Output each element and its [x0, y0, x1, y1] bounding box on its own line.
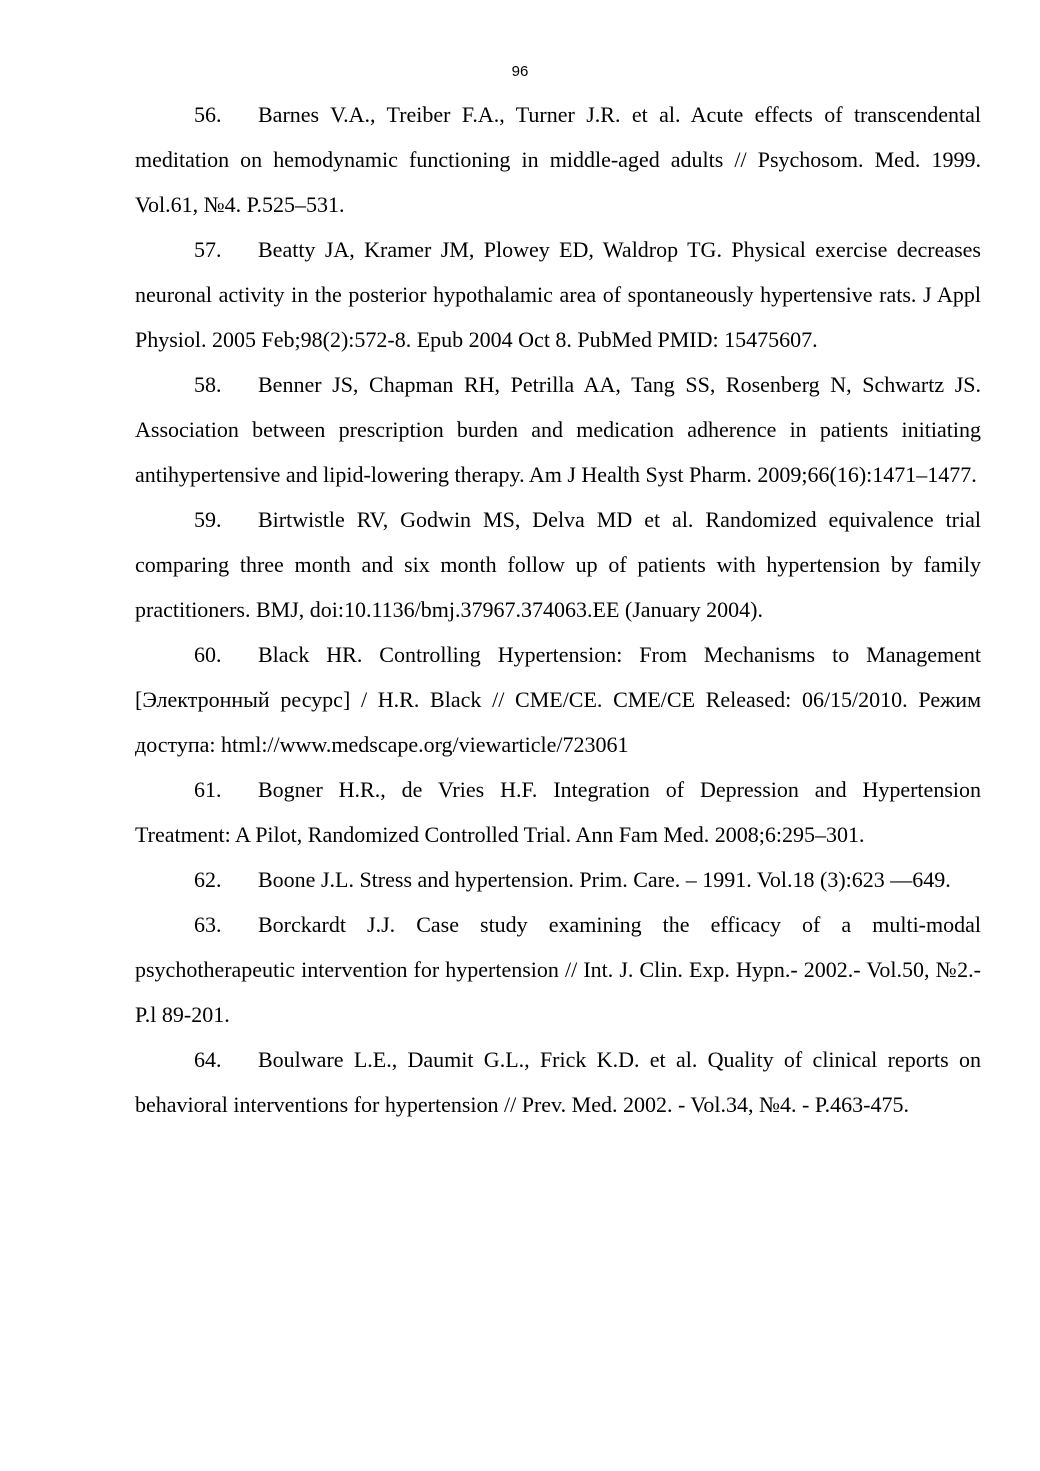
reference-number: 58.: [194, 372, 222, 397]
reference-item: [135, 1037, 981, 1127]
reference-item: [135, 857, 981, 902]
reference-item: [135, 92, 981, 227]
reference-item: [135, 227, 981, 362]
reference-item: [135, 902, 981, 1037]
reference-number: 61.: [194, 777, 222, 802]
reference-item: [135, 632, 981, 767]
reference-text: Boone J.L. Stress and hypertension. Prim. Care. – 1991. Vol.18 (3):623 —649.: [258, 867, 951, 892]
reference-item: [135, 362, 981, 497]
reference-text: Borckardt J.J. Case study examining the efficacy of a multi-modal psychotherapeutic intervention for hypertension // Int. J. Clin. Exp. Hypn.- 2002.- Vol.50, №2.- P.l 89-201.: [135, 912, 981, 1027]
reference-text: Barnes V.A., Treiber F.A., Turner J.R. et al. Acute effects of transcendental meditation on hemodynamic functioning in middle-aged adults // Psychosom. Med. 1999. Vol.61, №4. P.525–531.: [135, 102, 981, 217]
reference-number: 57.: [194, 237, 222, 262]
reference-text: Beatty JA, Kramer JM, Plowey ED, Waldrop TG. Physical exercise decreases neuronal activity in the posterior hypothalamic area of spontaneously hypertensive rats. J Appl Physiol. 2005 Feb;98(2):572-8. Epub 2004 Oct 8. PubMed PMID: 15475607.: [135, 237, 981, 352]
reference-text: Birtwistle RV, Godwin MS, Delva MD et al. Randomized equivalence trial comparing three month and six month follow up of patients with hypertension by family practitioners. BMJ, doi:10.1136/bmj.37967.374063.EE (January 2004).: [135, 507, 981, 622]
reference-text: Benner JS, Chapman RH, Petrilla AA, Tang SS, Rosenberg N, Schwartz JS. Association between prescription burden and medication adherence in patients initiating antihypertensive and lipid-lowering therapy. Am J Health Syst Pharm. 2009;66(16):1471–1477.: [135, 372, 981, 487]
reference-number: 59.: [194, 507, 222, 532]
reference-number: 64.: [194, 1047, 222, 1072]
reference-number: 56.: [194, 102, 222, 127]
page-number: 96: [511, 63, 529, 80]
reference-text: Black HR. Controlling Hypertension: From Mechanisms to Management [Электронный ресурс] / H.R. Black // CME/CE. CME/CE Released: 06/15/2010. Режим доступа: html://www.medscape.org/viewarticle/723061: [135, 642, 981, 757]
reference-list: [135, 92, 981, 1127]
reference-number: 60.: [194, 642, 222, 667]
reference-text: Bogner H.R., de Vries H.F. Integration of Depression and Hypertension Treatment: A Pilot, Randomized Controlled Trial. Ann Fam Med. 2008;6:295–301.: [135, 777, 981, 847]
reference-number: 63.: [194, 912, 222, 937]
reference-number: 62.: [194, 867, 222, 892]
reference-text: Boulware L.E., Daumit G.L., Frick K.D. et al. Quality of clinical reports on behavioral interventions for hypertension // Prev. Med. 2002. - Vol.34, №4. - P.463-475.: [135, 1047, 981, 1117]
reference-item: [135, 767, 981, 857]
reference-item: [135, 497, 981, 632]
